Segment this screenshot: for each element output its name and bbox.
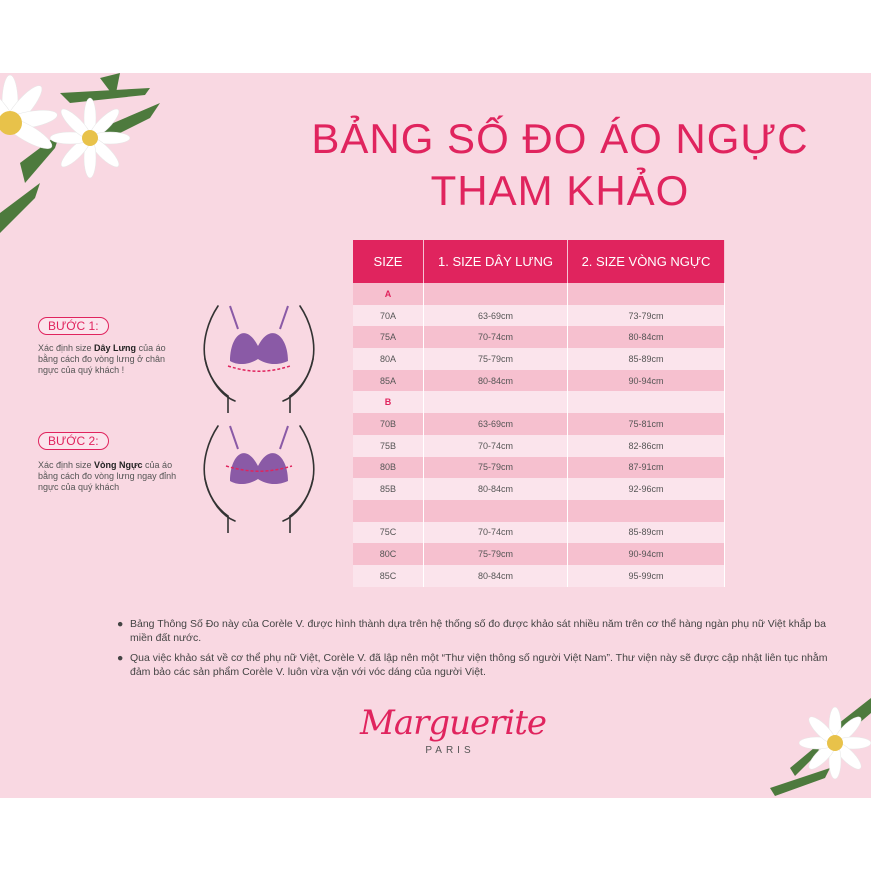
step-1-badge: BƯỚC 1: [38, 317, 109, 335]
note-text: Bảng Thông Số Đo này của Corèle V. được hình thành dựa trên hệ thống số đo được khảo sát nhiều năm trên cơ thể hàng ngàn phụ nữ Việt khắp ba miền đất nước. [130, 618, 826, 644]
table-cell: 80C [353, 543, 424, 565]
table-cell: 70-74cm [424, 326, 568, 348]
table-cell [353, 500, 424, 522]
table-cell: 75-81cm [568, 413, 725, 435]
step-2-badge: BƯỚC 2: [38, 432, 109, 450]
table-cell [424, 391, 568, 413]
table-row [353, 348, 725, 370]
table-cell [568, 391, 725, 413]
table-cell: 80B [353, 457, 424, 479]
page-title-line-1: BẢNG SỐ ĐO ÁO NGỰC [311, 115, 809, 162]
table-row [353, 500, 725, 522]
notes-list [117, 617, 847, 685]
table-row [353, 391, 725, 413]
table-cell: 75-79cm [424, 348, 568, 370]
table-cell: 90-94cm [568, 543, 725, 565]
table-row [353, 370, 725, 392]
step-1-description: Xác định size Dây Lưng của áo bằng cách đo vòng lưng ở chân ngực của quý khách ! [38, 343, 166, 375]
table-header-row [353, 240, 725, 283]
table-cell: 70-74cm [424, 435, 568, 457]
table-row [353, 522, 725, 544]
size-table [353, 240, 725, 587]
header-bust-size: 2. SIZE VÒNG NGỰC [568, 240, 725, 283]
table-cell: 70B [353, 413, 424, 435]
table-row [353, 435, 725, 457]
table-cell: 85-89cm [568, 348, 725, 370]
table-cell: 95-99cm [568, 565, 725, 587]
page-title-line-2: THAM KHẢO [430, 167, 690, 214]
bra-figure-icon [200, 301, 318, 413]
bra-figure-icon [200, 421, 318, 533]
table-cell: 92-96cm [568, 478, 725, 500]
table-cell: 75C [353, 522, 424, 544]
table-row [353, 565, 725, 587]
table-cell: 80-84cm [424, 478, 568, 500]
table-row [353, 283, 725, 305]
table-row [353, 478, 725, 500]
table-cell [424, 283, 568, 305]
table-cell: 85-89cm [568, 522, 725, 544]
note-text: Qua việc khảo sát về cơ thể phụ nữ Việt, Corèle V. đã lập nên một “Thư viện thông số người Việt Nam”. Thư viện này sẽ được cập nhật liên tục nhằm đảm bảo các sản phẩm Corèle V. luôn vừa vặn với vóc dáng của người Việt. [130, 652, 828, 678]
table-cell: 85C [353, 565, 424, 587]
table-cell: 75B [353, 435, 424, 457]
table-cell: 80-84cm [424, 565, 568, 587]
table-cell: 73-79cm [568, 305, 725, 327]
table-cell [424, 500, 568, 522]
brand-logo [360, 703, 547, 756]
table-cell: B [353, 391, 424, 413]
table-cell: 75A [353, 326, 424, 348]
table-cell: 82-86cm [568, 435, 725, 457]
table-row [353, 305, 725, 327]
table-cell: 70A [353, 305, 424, 327]
table-cell: 90-94cm [568, 370, 725, 392]
table-row [353, 326, 725, 348]
daisy-flower-icon [770, 698, 871, 798]
header-size: SIZE [353, 240, 424, 283]
table-row [353, 413, 725, 435]
list-item [117, 617, 847, 645]
step-2-description: Xác định size Vòng Ngực của áo bằng cách đo vòng lưng ngay đỉnh ngực của quý khách [38, 460, 177, 492]
table-cell: 80-84cm [424, 370, 568, 392]
header-band-size: 1. SIZE DÂY LƯNG [424, 240, 568, 283]
table-row [353, 543, 725, 565]
table-cell: 63-69cm [424, 413, 568, 435]
table-cell [568, 283, 725, 305]
bullet-icon: ● [117, 618, 124, 630]
table-cell: A [353, 283, 424, 305]
brand-name: Marguerite [360, 703, 547, 743]
size-chart-card [0, 73, 871, 798]
table-cell: 63-69cm [424, 305, 568, 327]
table-cell: 85B [353, 478, 424, 500]
brand-city: PARIS [425, 745, 475, 756]
table-cell: 80A [353, 348, 424, 370]
list-item [117, 651, 847, 679]
table-cell [568, 500, 725, 522]
table-cell: 85A [353, 370, 424, 392]
table-cell: 75-79cm [424, 457, 568, 479]
table-row [353, 457, 725, 479]
table-cell: 75-79cm [424, 543, 568, 565]
table-cell: 70-74cm [424, 522, 568, 544]
bullet-icon: ● [117, 652, 124, 664]
table-cell: 80-84cm [568, 326, 725, 348]
table-cell: 87-91cm [568, 457, 725, 479]
daisy-flower-icon [0, 73, 170, 243]
